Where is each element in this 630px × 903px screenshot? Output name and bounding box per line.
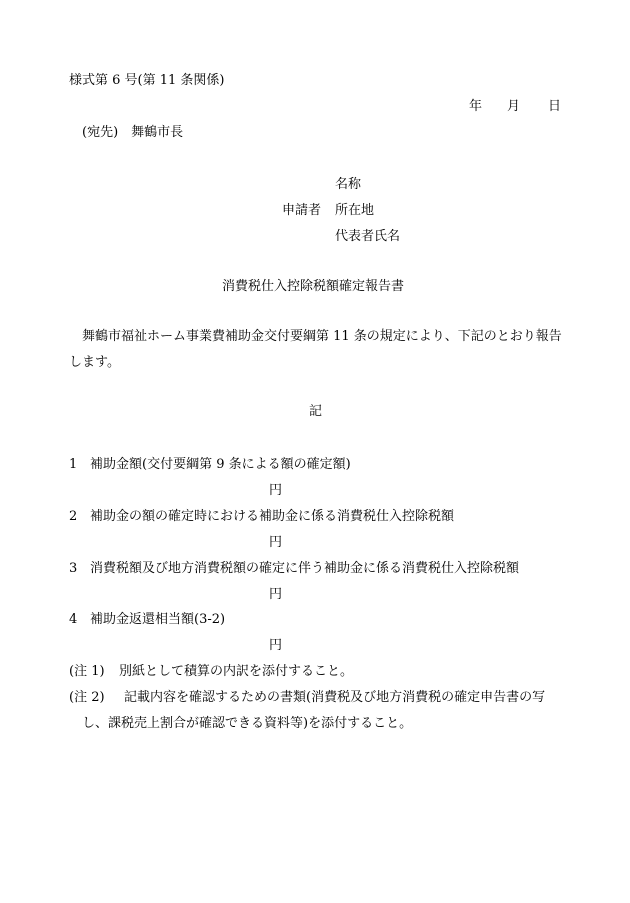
- note-2-text-continued: し、課税売上割合が確認できる資料等)を添付すること。: [82, 716, 413, 731]
- item-2-text: 補助金の額の確定時における補助金に係る消費税仕入控除税額: [90, 509, 455, 524]
- date-day: 日: [548, 99, 562, 114]
- ki-heading: 記: [309, 404, 323, 419]
- body-line-2: します。: [69, 355, 120, 370]
- date-month: 月: [507, 99, 521, 114]
- item-3-text: 消費税額及び地方消費税額の確定に伴う補助金に係る消費税仕入控除税額: [90, 561, 520, 576]
- item-2-number: 2: [69, 509, 78, 524]
- applicant-address-label: 所在地: [335, 203, 375, 218]
- item-4-text: 補助金返還相当額(3-2): [90, 612, 226, 627]
- item-4-unit: 円: [269, 638, 283, 653]
- item-3-number: 3: [69, 561, 78, 576]
- item-3-unit: 円: [269, 587, 283, 602]
- item-2-unit: 円: [269, 535, 283, 550]
- applicant-name-label: 名称: [335, 177, 362, 192]
- note-1-label: (注 1): [69, 664, 105, 679]
- item-1-number: 1: [69, 457, 78, 472]
- item-4-number: 4: [69, 612, 78, 627]
- applicant-representative-label: 代表者氏名: [335, 229, 401, 244]
- note-2-label: (注 2): [69, 690, 105, 705]
- body-line-1: 舞鶴市福祉ホーム事業費補助金交付要綱第 11 条の規定により、下記のとおり報告: [82, 329, 562, 344]
- date-year: 年: [469, 99, 483, 114]
- item-1-unit: 円: [269, 483, 283, 498]
- form-number: 様式第 6 号(第 11 条関係): [69, 73, 225, 88]
- addressee: (宛先) 舞鶴市長: [82, 125, 184, 140]
- note-2-text: 記載内容を確認するための書類(消費税及び地方消費税の確定申告書の写: [124, 690, 546, 705]
- note-1-text: 別紙として積算の内訳を添付すること。: [119, 664, 354, 679]
- applicant-role: 申請者: [282, 203, 322, 218]
- item-1-text: 補助金額(交付要綱第 9 条による額の確定額): [90, 457, 351, 472]
- document-title: 消費税仕入控除税額確定報告書: [222, 279, 405, 294]
